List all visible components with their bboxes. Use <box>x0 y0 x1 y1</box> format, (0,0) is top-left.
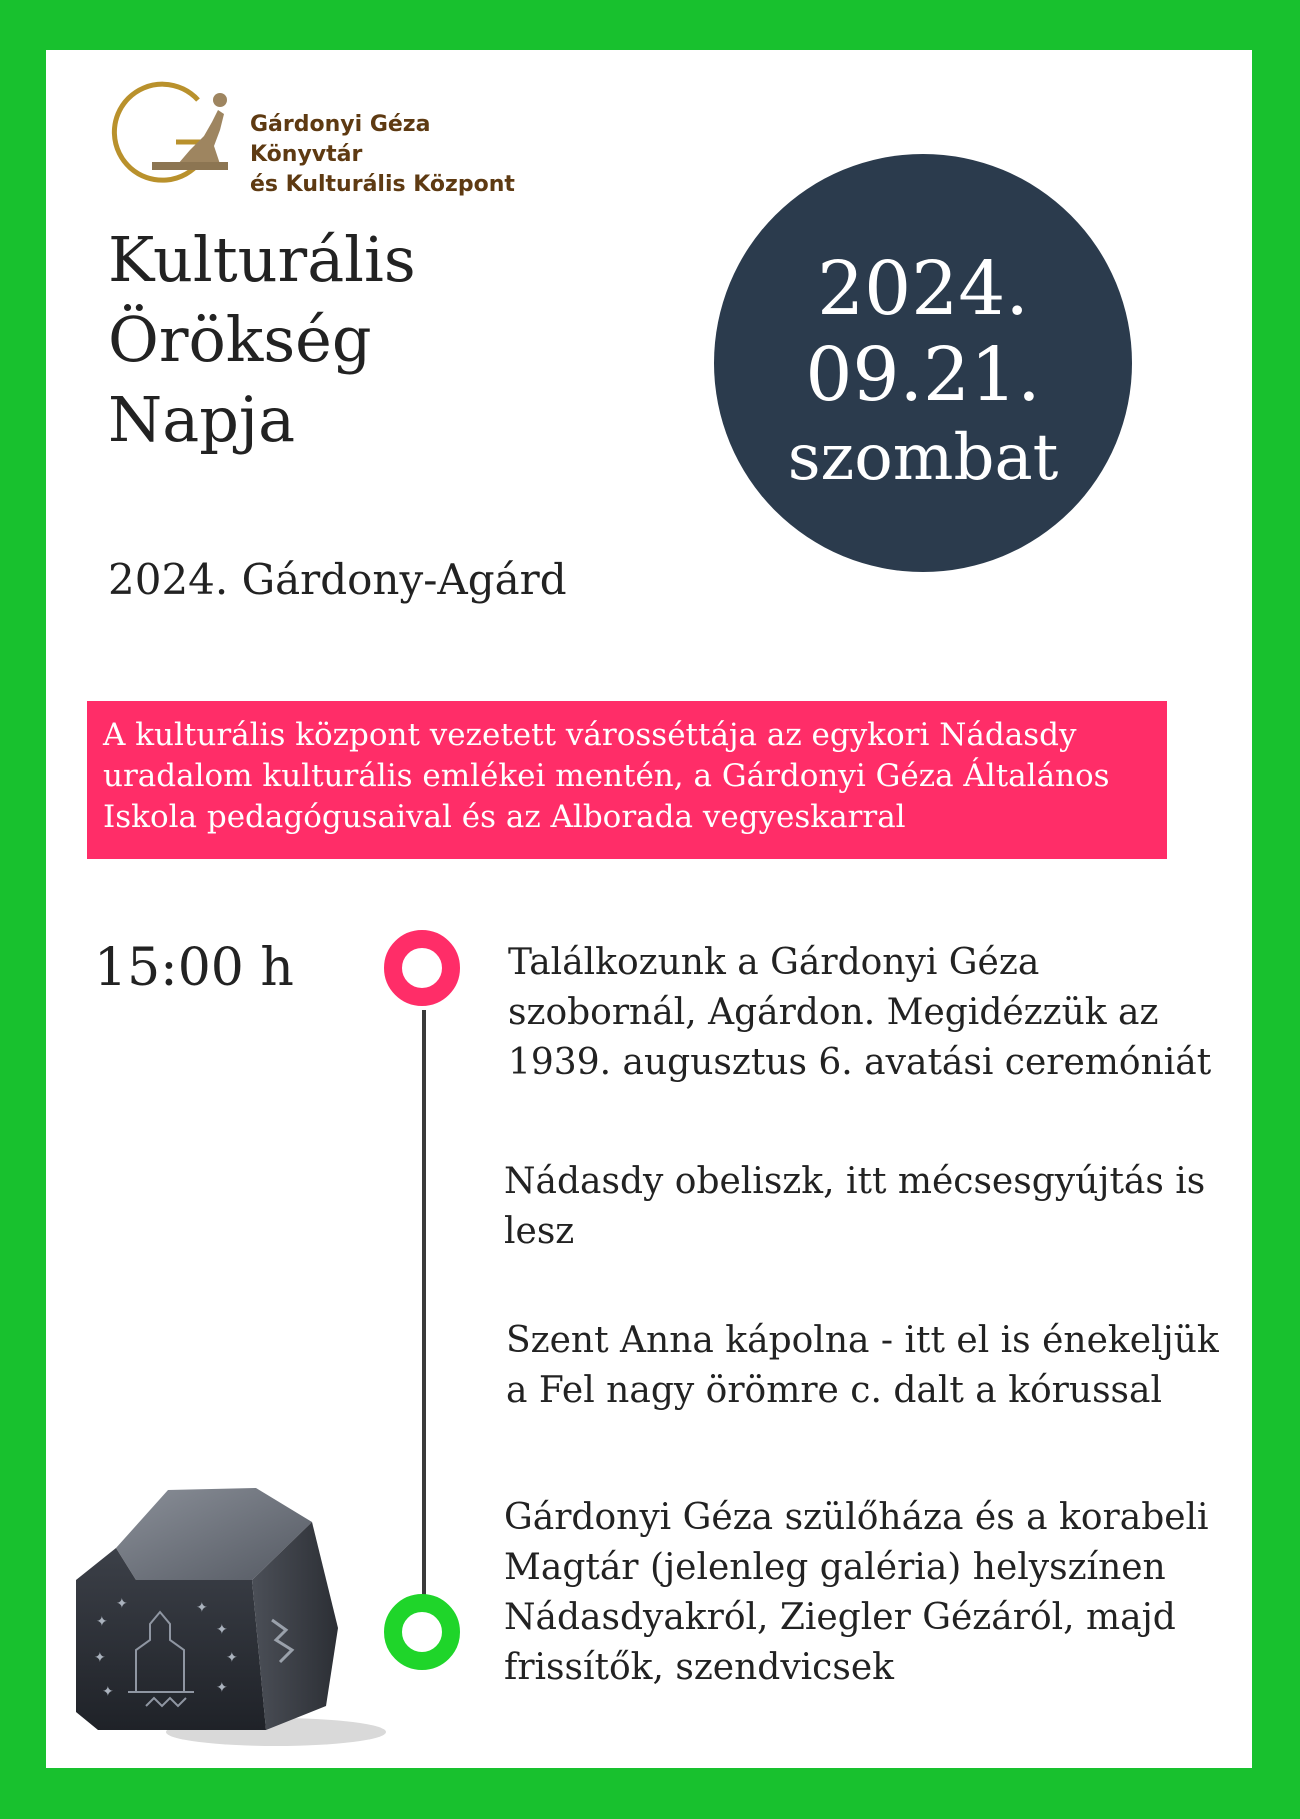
date-weekday: szombat <box>787 421 1059 495</box>
timeline-line <box>422 1010 426 1610</box>
svg-text:✦: ✦ <box>196 1600 208 1616</box>
timeline-start-ring-icon <box>384 930 460 1006</box>
schedule-stop-2: Nádasdy obeliszk, itt mécsesgyújtás is lesz <box>504 1161 1206 1252</box>
title-line-2: Örökség <box>108 303 372 376</box>
logo-text <box>250 110 520 200</box>
logo-line-2: és Kulturális Központ <box>250 172 515 197</box>
date-badge <box>714 154 1132 572</box>
svg-text:✦: ✦ <box>94 1650 106 1666</box>
svg-text:✦: ✦ <box>96 1614 108 1630</box>
event-subtitle: 2024. Gárdony-Agárd <box>108 555 567 604</box>
logo-line-1: Gárdonyi Géza Könyvtár <box>250 112 431 167</box>
svg-text:✦: ✦ <box>116 1596 128 1612</box>
date-day: 09.21. <box>805 332 1041 418</box>
obelisk-stone-image <box>76 1430 386 1750</box>
poster <box>46 50 1252 1768</box>
svg-text:✦: ✦ <box>216 1680 228 1696</box>
schedule-stop-1: Találkozunk a Gárdonyi Géza szobornál, Agárdon. Megidézzük az 1939. augusztus 6. avatási ceremóniát <box>508 942 1212 1083</box>
svg-text:✦: ✦ <box>226 1650 238 1666</box>
timeline-end-ring-icon <box>384 1594 460 1670</box>
title-line-3: Napja <box>108 383 296 456</box>
schedule-stop-4: Gárdonyi Géza szülőháza és a korabeli Magtár (jelenleg galéria) helyszínen Nádasdyakról, Ziegler Gézáról, majd frissítők, szendvicsek <box>504 1497 1209 1688</box>
svg-text:✦: ✦ <box>216 1622 228 1638</box>
event-title <box>108 220 528 460</box>
schedule-stop-3: Szent Anna kápolna - itt el is énekeljük a Fel nagy örömre c. dalt a kórussal <box>506 1320 1219 1411</box>
start-time: 15:00 h <box>94 938 294 998</box>
svg-text:✦: ✦ <box>102 1684 114 1700</box>
description-banner: A kulturális központ vezetett városséttája az egykori Nádasdy uradalom kulturális emlékei mentén, a Gárdonyi Géza Általános Iskola pedagógusaival és az Alborada vegyeskarral <box>87 701 1167 859</box>
date-year: 2024. <box>817 246 1029 332</box>
logo-g-emblem-icon <box>100 70 250 190</box>
library-logo <box>100 70 520 197</box>
title-line-1: Kulturális <box>108 223 416 296</box>
